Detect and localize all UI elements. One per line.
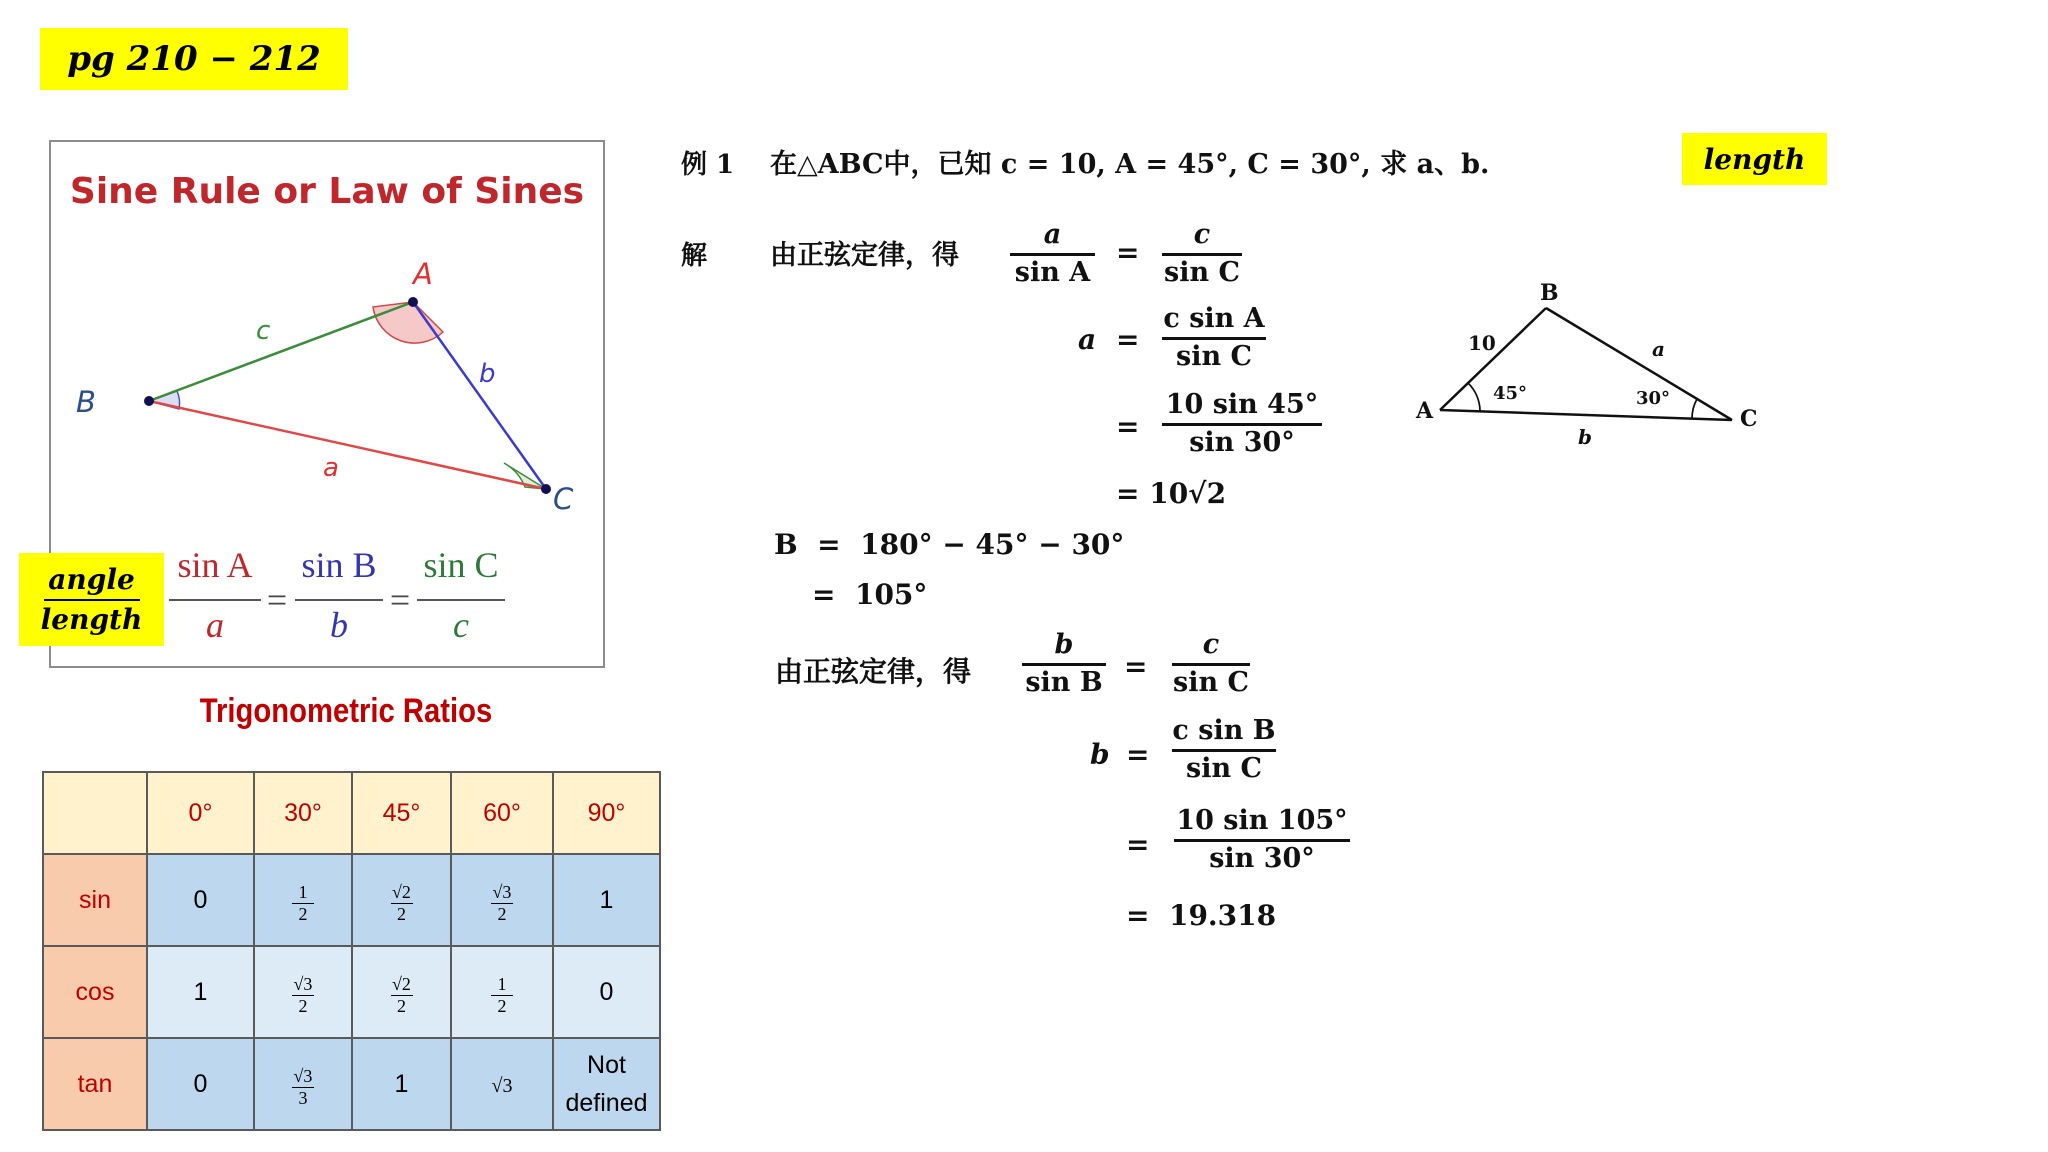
example-problem: 在△ABC中，已知 c = 10, A = 45°, C = 30°, 求 a、b. [770,149,1490,180]
frac2-bar [1162,253,1242,256]
header-angle-90: 90° [553,772,660,854]
tan-90-line2: defined [565,1089,648,1117]
table-row-tan [43,1038,660,1130]
cos-30-fraction [292,975,314,1016]
sin-0: 0 [147,854,254,946]
frac4-bar [1162,423,1322,426]
b-result: = 19.318 [1126,899,1277,932]
frac2-num: c [1193,219,1211,250]
tri2-side-b [1440,410,1732,420]
vertex-c-label: C [553,482,574,516]
formula-eq-1: = [266,580,288,620]
formula-den-c: c [453,605,469,645]
page-reference [40,28,348,90]
by-sine-rule-1: 由正弦定律，得 [770,240,959,271]
frac5-bar [1022,663,1106,666]
sin-60-num: √3 [492,882,512,902]
frac8-den: sin 30° [1209,843,1315,874]
tri2-angle-a-arc [1468,383,1480,411]
vertex-b-label: B [76,385,96,419]
angle-b-calc: B = 180° − 45° − 30° [774,528,1125,561]
side-b-line [413,302,546,489]
example-label: 例 1 [681,150,735,180]
page-reference-text: pg 210 − 212 [67,39,321,79]
by-sine-rule-2: 由正弦定律，得 [775,655,972,688]
eq-3: = [1116,410,1140,443]
tri2-angle-a-label: 45° [1493,383,1528,404]
frac5-num: b [1054,629,1074,660]
angle-length-num: angle [48,562,135,596]
sin-30-den: 2 [298,904,308,924]
side-c-label: c [256,316,271,346]
frac-csinb-over-sinc [1172,716,1276,784]
tan-60-value: √3 [491,1074,513,1097]
trig-table-title: Trigonometric Ratios [199,692,493,730]
cos-45-den: 2 [397,996,406,1016]
tri2-vertex-a: A [1416,398,1434,424]
formula-sin-a: sin A [177,545,253,585]
sin-30-num: 1 [298,882,308,902]
tan-45: 1 [352,1038,451,1130]
angle-length-bar [44,599,140,601]
table-row-sin [43,854,660,946]
frac4-den: sin 30° [1189,427,1295,458]
cos-30-den: 2 [298,996,308,1016]
frac-b-over-sinb [1022,630,1106,698]
vertex-a-label: A [413,257,433,291]
eq-1: = [1116,236,1140,269]
sin-60-fraction [491,883,513,924]
sin-30 [254,854,352,946]
tan-60 [451,1038,553,1130]
vertex-a-dot [408,297,418,307]
cos-45-fraction [391,975,413,1016]
example-triangle [1400,270,1780,450]
angle-length-tag [19,553,164,646]
eq-5: = [1126,738,1150,771]
cos-60-num: 1 [497,974,507,994]
tri2-vertex-b: B [1540,280,1559,306]
tan-30-den: 3 [298,1088,308,1108]
tan-90 [553,1038,660,1130]
cos-60 [451,946,553,1038]
header-angle-60: 60° [451,772,553,854]
tri2-vertex-c: C [1740,406,1758,432]
frac8-bar [1174,839,1350,842]
length-tag-text: length [1703,142,1806,176]
frac-10sin45-over-sin30 [1162,390,1322,458]
formula-sin-c: sin C [423,545,499,585]
sin-60-den: 2 [497,904,507,924]
a-result: = 10√2 [1116,477,1227,510]
side-c-line [149,302,413,401]
frac3-bar [1162,337,1266,340]
solution-label: 解 [681,241,708,271]
cos-45-num: √2 [392,974,411,994]
tan-30 [254,1038,352,1130]
frac4-num: 10 sin 45° [1165,389,1319,420]
frac1-num: a [1043,219,1062,250]
cos-0: 1 [147,946,254,1038]
frac6-num: c [1202,629,1220,660]
sin-60 [451,854,553,946]
frac-c-over-sinc-2 [1172,630,1250,698]
b-variable: b [1090,738,1110,771]
frac3-num: c sin A [1163,303,1265,334]
frac1-bar [1010,253,1095,256]
sine-card-title: Sine Rule or Law of Sines [69,171,585,212]
tri2-angle-c-arc [1692,399,1697,419]
frac-csina-over-sinc [1162,304,1266,372]
header-angle-30: 30° [254,772,352,854]
side-a-line [149,401,546,489]
cos-60-den: 2 [497,996,507,1016]
frac6-den: sin C [1173,667,1249,698]
angle-length-den: length [40,602,143,636]
sin-45-fraction [391,883,413,924]
frac2-den: sin C [1164,257,1240,288]
cos-45 [352,946,451,1038]
cos-60-fraction [491,975,513,1016]
angle-a-arc [373,302,443,343]
cos-90: 0 [553,946,660,1038]
tri2-side-c-label: 10 [1468,331,1496,355]
tan-0: 0 [147,1038,254,1130]
sin-45-num: √2 [392,882,411,902]
frac7-bar [1172,749,1276,752]
sin-90: 1 [553,854,660,946]
trig-ratio-table [42,771,661,1131]
length-tag [1682,133,1827,185]
formula-den-b: b [330,605,348,645]
tri2-side-a-label: a [1652,337,1665,361]
eq-2: = [1116,323,1140,356]
formula-eq-2: = [389,580,411,620]
frac7-den: sin C [1186,753,1262,784]
row-label-cos: cos [43,946,147,1038]
frac8-num: 10 sin 105° [1176,805,1348,836]
tan-30-num: √3 [293,1066,313,1086]
row-label-sin: sin [43,854,147,946]
side-b-label: b [479,359,496,389]
formula-sin-b: sin B [301,545,377,585]
formula-den-a: a [206,605,224,645]
frac7-num: c sin B [1172,715,1276,746]
angle-b-result: = 105° [812,578,928,611]
tan-30-fraction [292,1067,314,1108]
frac-c-over-sinc-1 [1162,220,1242,288]
sin-45-den: 2 [397,904,406,924]
row-label-tan: tan [43,1038,147,1130]
header-angle-0: 0° [147,772,254,854]
sin-30-fraction [292,883,314,924]
eq-6: = [1126,828,1150,861]
tri2-side-b-label: b [1578,425,1592,449]
vertex-b-dot [144,396,154,406]
side-a-label: a [323,453,339,483]
frac1-den: sin A [1014,257,1091,288]
sin-45 [352,854,451,946]
frac5-den: sin B [1025,667,1103,698]
cos-30 [254,946,352,1038]
cos-30-num: √3 [293,974,313,994]
vertex-c-dot [541,484,551,494]
header-angle-45: 45° [352,772,451,854]
frac6-bar [1172,663,1250,666]
table-header-row [43,772,660,854]
tan-90-line1: Not [587,1051,626,1079]
frac-10sin105-over-sin30 [1174,806,1350,874]
table-corner-cell [43,772,147,854]
tri2-angle-c-label: 30° [1636,388,1671,409]
frac3-den: sin C [1176,341,1252,372]
frac-a-over-sina [1010,220,1095,288]
a-variable: a [1078,323,1097,356]
sine-rule-formula [169,545,505,645]
table-row-cos [43,946,660,1038]
eq-4: = [1124,650,1148,683]
